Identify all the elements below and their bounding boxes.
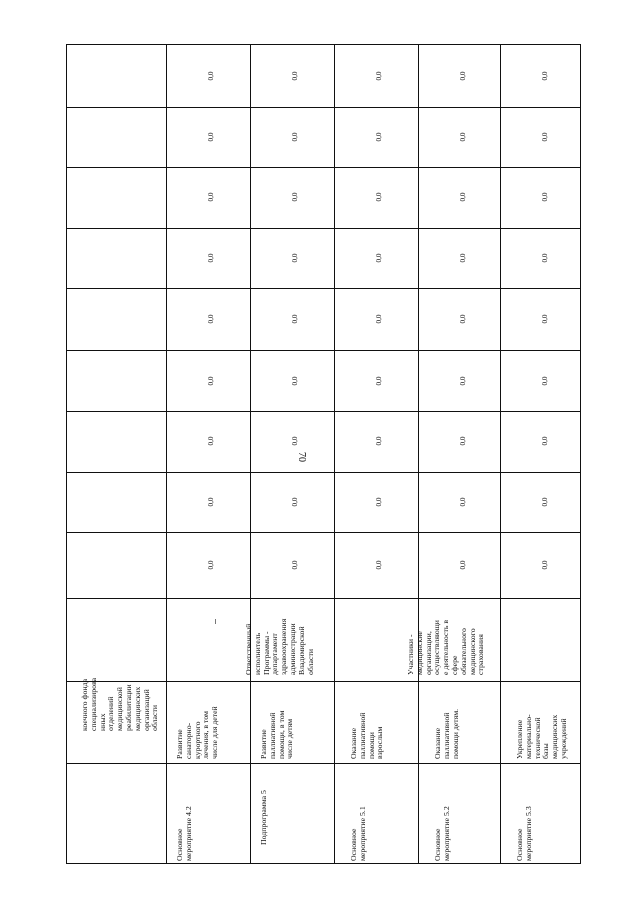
- row-divider: [67, 107, 580, 108]
- budget-value: 0,0: [291, 192, 299, 202]
- row-divider: [67, 228, 580, 229]
- budget-value: 0,0: [207, 192, 215, 202]
- budget-value: 0,0: [541, 497, 549, 507]
- budget-value: 0,0: [541, 560, 549, 570]
- budget-value: 0,0: [459, 192, 467, 202]
- row-executor: Участники - медицинские организации, осуществляющи е деятельность в сфере обязательного медицинского страхования: [406, 619, 486, 675]
- budget-value: 0,0: [375, 192, 383, 202]
- row-divider: [67, 411, 580, 412]
- budget-value: 0,0: [375, 71, 383, 81]
- budget-value: 0,0: [375, 132, 383, 142]
- row-description: Оказание паллиативной помощи детям.: [433, 708, 460, 759]
- budget-value: 0,0: [291, 376, 299, 386]
- budget-value: 0,0: [541, 314, 549, 324]
- budget-value: 0,0: [459, 132, 467, 142]
- budget-value: 0,0: [375, 253, 383, 263]
- budget-value: 0,0: [375, 436, 383, 446]
- budget-value: 0,0: [459, 376, 467, 386]
- row-divider: [67, 288, 580, 289]
- budget-value: 0,0: [207, 253, 215, 263]
- budget-value: 0,0: [459, 253, 467, 263]
- budget-value: 0,0: [459, 497, 467, 507]
- rotated-financial-table: [66, 44, 581, 864]
- budget-value: 0,0: [375, 560, 383, 570]
- row-divider: [67, 598, 580, 599]
- budget-value: 0,0: [541, 376, 549, 386]
- page-number: 70: [296, 452, 307, 462]
- row-title: Основное мероприятие 4.2: [175, 806, 193, 861]
- budget-value: 0,0: [207, 497, 215, 507]
- row-title: Основное мероприятие 5.2: [433, 806, 451, 861]
- budget-value: 0,0: [207, 560, 215, 570]
- budget-value: 0,0: [375, 497, 383, 507]
- row-title: Подпрограмма 5: [259, 790, 268, 845]
- budget-value: 0,0: [541, 192, 549, 202]
- scan-mark: [215, 619, 216, 624]
- budget-value: 0,0: [207, 376, 215, 386]
- budget-value: 0,0: [541, 71, 549, 81]
- budget-value: 0,0: [375, 376, 383, 386]
- budget-value: 0,0: [207, 71, 215, 81]
- budget-value: 0,0: [207, 132, 215, 142]
- budget-value: 0,0: [541, 253, 549, 263]
- row-divider: [67, 350, 580, 351]
- budget-value: 0,0: [291, 314, 299, 324]
- row-description: Развитие паллиативной помощи, в том числе детям: [259, 710, 295, 759]
- budget-value: 0,0: [459, 560, 467, 570]
- budget-value: 0,0: [291, 497, 299, 507]
- row-description: Оказание паллиативной помощи взрослым: [349, 712, 385, 759]
- budget-value: 0,0: [291, 132, 299, 142]
- row-executor: Ответственный исполнитель Программы - департамент здравоохранения администрации Владимирской области: [244, 618, 315, 675]
- budget-value: 0,0: [459, 314, 467, 324]
- row-divider: [67, 532, 580, 533]
- row-description: Развитие санаторно- курортного лечения, в том числе для детей: [175, 706, 220, 759]
- continued-description: коечного фонда специализирова нных отделений медицинской реабилитации медицинских организаций области: [80, 677, 160, 731]
- row-title: Основное мероприятие 5.1: [349, 806, 367, 861]
- budget-value: 0,0: [459, 436, 467, 446]
- budget-value: 0,0: [541, 436, 549, 446]
- row-title: Основное мероприятие 5.3: [515, 806, 533, 861]
- row-divider: [67, 472, 580, 473]
- row-divider: [67, 167, 580, 168]
- budget-value: 0,0: [375, 314, 383, 324]
- budget-value: 0,0: [291, 71, 299, 81]
- budget-value: 0,0: [207, 436, 215, 446]
- row-divider: [67, 763, 580, 764]
- budget-value: 0,0: [291, 436, 299, 446]
- row-description: Укрепление материально- технической базы медицинских учреждений: [515, 714, 568, 759]
- budget-value: 0,0: [541, 132, 549, 142]
- budget-value: 0,0: [207, 314, 215, 324]
- budget-value: 0,0: [291, 560, 299, 570]
- budget-value: 0,0: [291, 253, 299, 263]
- budget-value: 0,0: [459, 71, 467, 81]
